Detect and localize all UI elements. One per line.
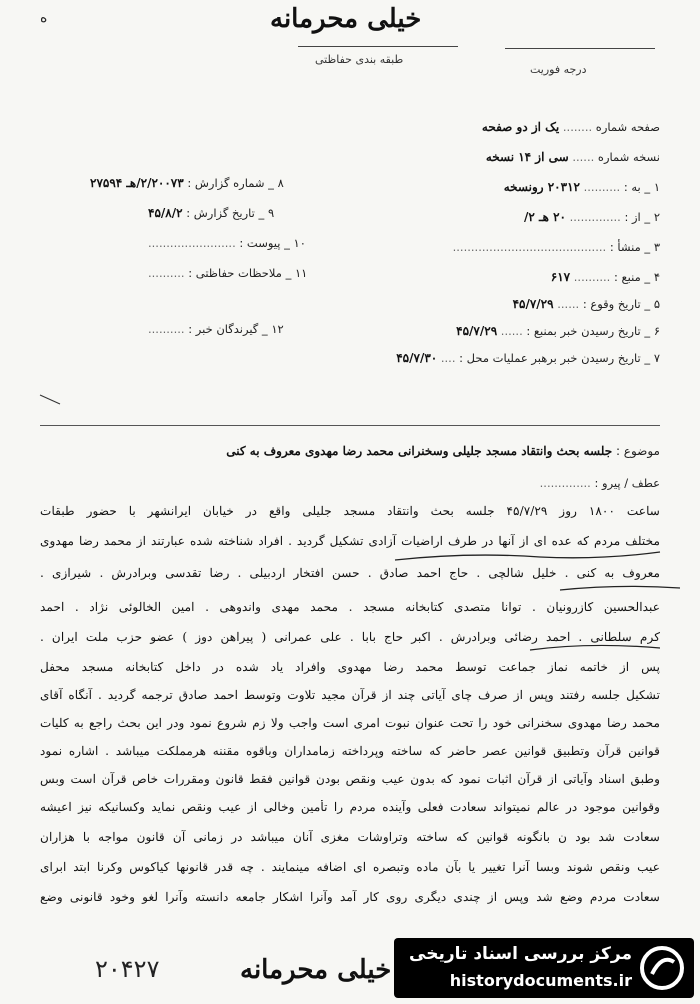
archive-logo-icon [638, 944, 686, 992]
security-classification-label: طبقه بندی حفاظتی [315, 53, 404, 66]
classification-stamp-bottom: خیلی محرمانه [240, 955, 392, 985]
field-value: سی از ۱۴ نسخه [485, 150, 569, 164]
body-line: کرم سلطانی . احمد رضائی وبرادرش . اکبر حاج بابا . علی عمرانی ( پیراهن دوز ) عضو حزب ملت ایران . [40, 630, 660, 644]
field-label: ۷ _ تاریخ رسیدن خبر برهبر عملیات محل : [459, 351, 660, 365]
margin-tick [40, 395, 60, 404]
body-line: قوانین قرآن وتطبیق قوانین عصر حاضر که ساخته وپرداخته زمامداران وباقوه مقننه هرمملکت میباشد . اشاره نمود [40, 744, 660, 758]
reference-label: عطف / پیرو : [594, 476, 660, 490]
attachment-field: ۱۰ _ پیوست : ........................ [148, 236, 306, 250]
underline-mark [560, 586, 680, 590]
underline-mark [530, 645, 660, 650]
field-label: ۶ _ تاریخ رسیدن خبر بمنبع : [526, 324, 660, 338]
subject-text: جلسه بحث وانتقاد مسجد جلیلی وسخنرانی محمد رضا مهدوی معروف به کنی [226, 444, 613, 458]
watermark-url: historydocuments.ir [449, 971, 632, 990]
field-label: ۲ _ از : [624, 210, 660, 224]
field-label: ۸ _ شماره گزارش : [187, 176, 284, 190]
classification-stamp-top: خیلی محرمانه [270, 4, 422, 34]
recipients-field: ۱۲ _ گیرندگان خبر : .......... [148, 322, 284, 336]
page-number-field: صفحه شماره ........ یک از دو صفحه [481, 120, 660, 134]
body-line: مختلف مردم که عده ای از آنها در طرف اراضیات آزادی تشکیل گردید . افراد شناخته شده عبارتند از محمد رضا مهدوی [40, 534, 660, 548]
body-line: عبدالحسین کازرونیان . توانا متصدی کتابخانه مسجد . محمد مهدی واندوهی . امین الخالوئی نژاد . احمد [40, 600, 660, 614]
body-line: عیب ونقص شوند وبسا آنرا تغییر یا بآن ماده وتبصره ای اضافه مینمایند . چه قدر قانونها کیاکوس وکرنا ابتد ابرای [40, 860, 660, 874]
watermark-title: مرکز بررسی اسناد تاریخی [409, 944, 632, 964]
field-value: ۲۰ هـ ۲/ [524, 210, 566, 224]
body-line: ساعت ۱۸۰۰ روز ۴۵/۷/۲۹ جلسه بحث وانتقاد مسجد جلیلی واقع در خیابان ایرانشهر با حضور طبقات [40, 504, 660, 518]
source-field: ۴ _ منبع : .......... ۶۱۷ [550, 270, 660, 284]
field-label: ۹ _ تاریخ گزارش : [186, 206, 275, 220]
body-line: سعادت مردم وضع شد وپس از چندی دیگری روی کار آمد وآنرا اشکار جامعه دانسته وآنرا لغو وخود قانونی وضع [40, 890, 660, 904]
copy-number-field: نسخه شماره ...... سی از ۱۴ نسخه [485, 150, 660, 164]
body-line: وطبق اسناد وآیاتی از قرآن اثبات نمود که بدون عیب ونقص بودن قوانین فقط قانون ومقررات خاص قرآن است وبس [40, 772, 660, 786]
origin-field: ۳ _ منشأ : .......................................... [452, 240, 660, 254]
field-label: ۳ _ منشأ : [609, 240, 660, 254]
field-label: ۴ _ منبع : [614, 270, 660, 284]
field-value: ۴۵/۸/۲ [148, 206, 183, 220]
field-label: ۱۲ _ گیرندگان خبر : [188, 322, 284, 336]
subject-label: موضوع : [615, 444, 660, 458]
field-value: ۲۰۳۱۲ رونسخه [503, 180, 580, 194]
field-label: ۱ _ به : [623, 180, 660, 194]
archive-number: ۲۰۴۲۷ [95, 955, 160, 983]
body-line: سعادت شد بود ن بانگونه قوانین که ساخته وتراوشات مغزی آنان میباشد در زمانی آن قانون مواجه با هزاران [40, 830, 660, 844]
underline-mark [395, 552, 660, 560]
archive-watermark [394, 938, 694, 998]
field-value: ۲/۲۰۰۷۳/هـ ۲۷۵۹۴ [90, 176, 184, 190]
page-mark: ه [40, 10, 48, 26]
field-value: ۴۵/۷/۲۹ [456, 324, 498, 338]
field-value: ۴۵/۷/۳۰ [396, 351, 438, 365]
field-value: ۶۱۷ [550, 270, 571, 284]
local-received-date-field: ۷ _ تاریخ رسیدن خبر برهبر عملیات محل : .... ۴۵/۷/۳۰ [396, 351, 660, 365]
body-line: وقوانین موجود در عالم نمیتواند سعادت فعلی وآینده مردم را تأمین وخالی از عیب ونقص نماید وکسانیکه نیز اعیشه [40, 800, 660, 814]
security-notes-field: ۱۱ _ ملاحظات حفاظتی : .......... [148, 266, 308, 280]
source-received-date-field: ۶ _ تاریخ رسیدن خبر بمنبع : ...... ۴۵/۷/۲۹ [456, 324, 660, 338]
to-field: ۱ _ به : .......... ۲۰۳۱۲ رونسخه [503, 180, 660, 194]
body-line: تشکیل جلسه رفتند وپس از صرف چای آیاتی چند از قرآن مجید تلاوت وتوسط احمد صادق ترجمه گردید . آنگاه آقای [40, 688, 660, 702]
priority-label: درجه فوریت [530, 63, 587, 76]
event-date-field: ۵ _ تاریخ وقوع : ...... ۴۵/۷/۲۹ [512, 297, 660, 311]
field-label: ۱۰ _ پیوست : [239, 236, 306, 250]
field-value: یک از دو صفحه [481, 120, 560, 134]
field-label: نسخه شماره [597, 150, 660, 164]
field-label: ۱۱ _ ملاحظات حفاظتی : [188, 266, 308, 280]
field-label: صفحه شماره [595, 120, 660, 134]
body-line: پس از خاتمه نماز جماعت توسط محمد رضا مهدوی وافراد یاد شده در داخل کتابخانه مسجد محفل [40, 660, 660, 674]
body-line: محمد رضا مهدوی سخنرانی خود را تحت عنوان نبوت امری است واجب ولا زم شروع نمود ودر این بحث راجع به کلیات [40, 716, 660, 730]
body-line: معروف به کنی . خلیل شالچی . حاج احمد صادق . حسن افتخار اردبیلی . رضا تقدسی وبرادرش . شیرازی . [40, 566, 660, 580]
reference-line: عطف / پیرو : .............. [539, 476, 660, 490]
field-value: ۴۵/۷/۲۹ [512, 297, 554, 311]
field-label: ۵ _ تاریخ وقوع : [582, 297, 660, 311]
from-field: ۲ _ از : .............. ۲۰ هـ ۲/ [524, 210, 660, 224]
